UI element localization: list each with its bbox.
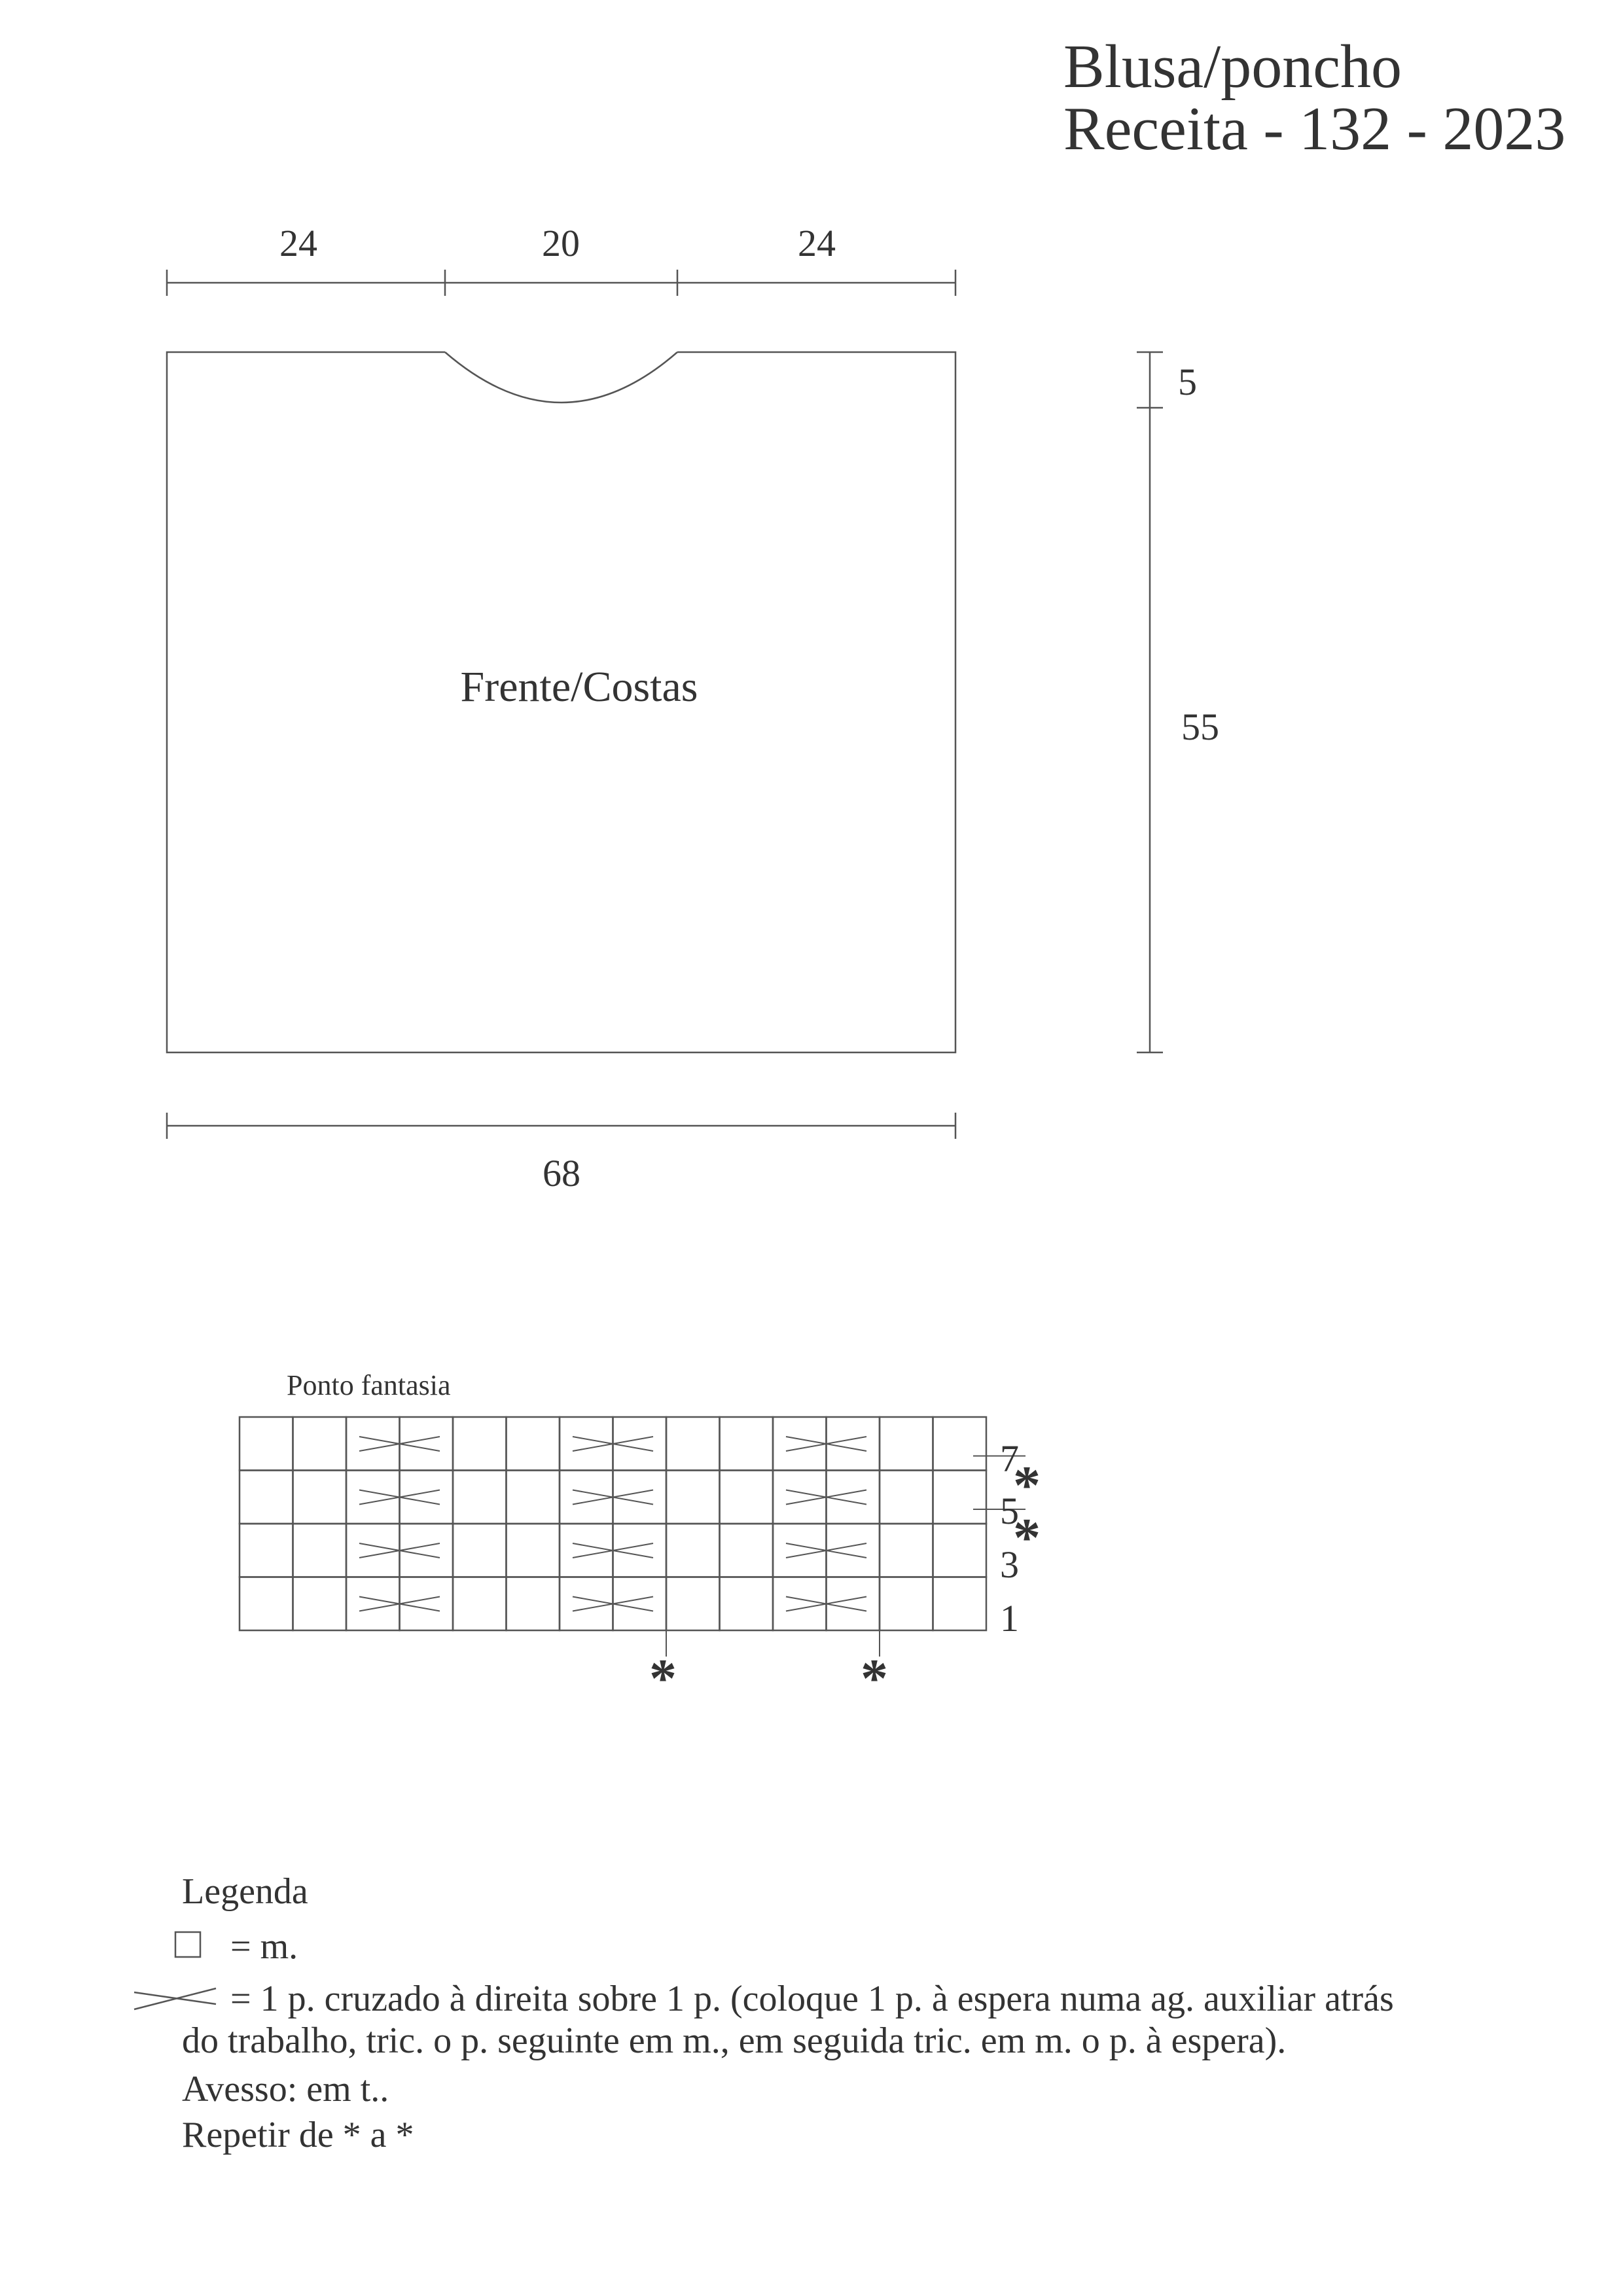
repeat-marker-start: * (649, 1648, 677, 1709)
legend-cross-text-1: = 1 p. cruzado à direita sobre 1 p. (coloque 1 p. à espera numa ag. auxiliar atrás (230, 1979, 1394, 2019)
title-line-1: Blusa/poncho (1063, 33, 1402, 101)
height-label: 55 (1181, 706, 1219, 748)
top-width-middle: 20 (542, 222, 580, 264)
bottom-width-label: 68 (543, 1152, 580, 1194)
title-line-2: Receita - 132 - 2023 (1063, 95, 1566, 163)
neck-depth-label: 5 (1178, 361, 1197, 403)
legend-avesso: Avesso: em t.. (182, 2069, 389, 2109)
top-width-right: 24 (798, 222, 836, 264)
legend-title: Legenda (182, 1871, 308, 1912)
top-width-left: 24 (279, 222, 317, 264)
legend-cross-text-2: do trabalho, tric. o p. seguinte em m., em seguida tric. em m. o p. à espera). (182, 2020, 1287, 2061)
legend-cross-symbol (134, 1988, 216, 2009)
row-number-3: 3 (1000, 1543, 1019, 1586)
row-number-1: 1 (1000, 1597, 1019, 1640)
row-number-5: 5 (1000, 1490, 1019, 1532)
repeat-marker-row-5: * (1013, 1507, 1041, 1568)
legend-repetir: Repetir de * a * (182, 2115, 414, 2155)
row-number-7: 7 (1000, 1437, 1019, 1480)
piece-label: Frente/Costas (460, 663, 698, 711)
chart-title: Ponto fantasia (287, 1369, 451, 1401)
legend-square-symbol (175, 1932, 200, 1957)
legend-square-text: = m. (230, 1926, 298, 1967)
repeat-marker-row-7: * (1013, 1455, 1041, 1516)
repeat-marker-end: * (861, 1648, 888, 1709)
